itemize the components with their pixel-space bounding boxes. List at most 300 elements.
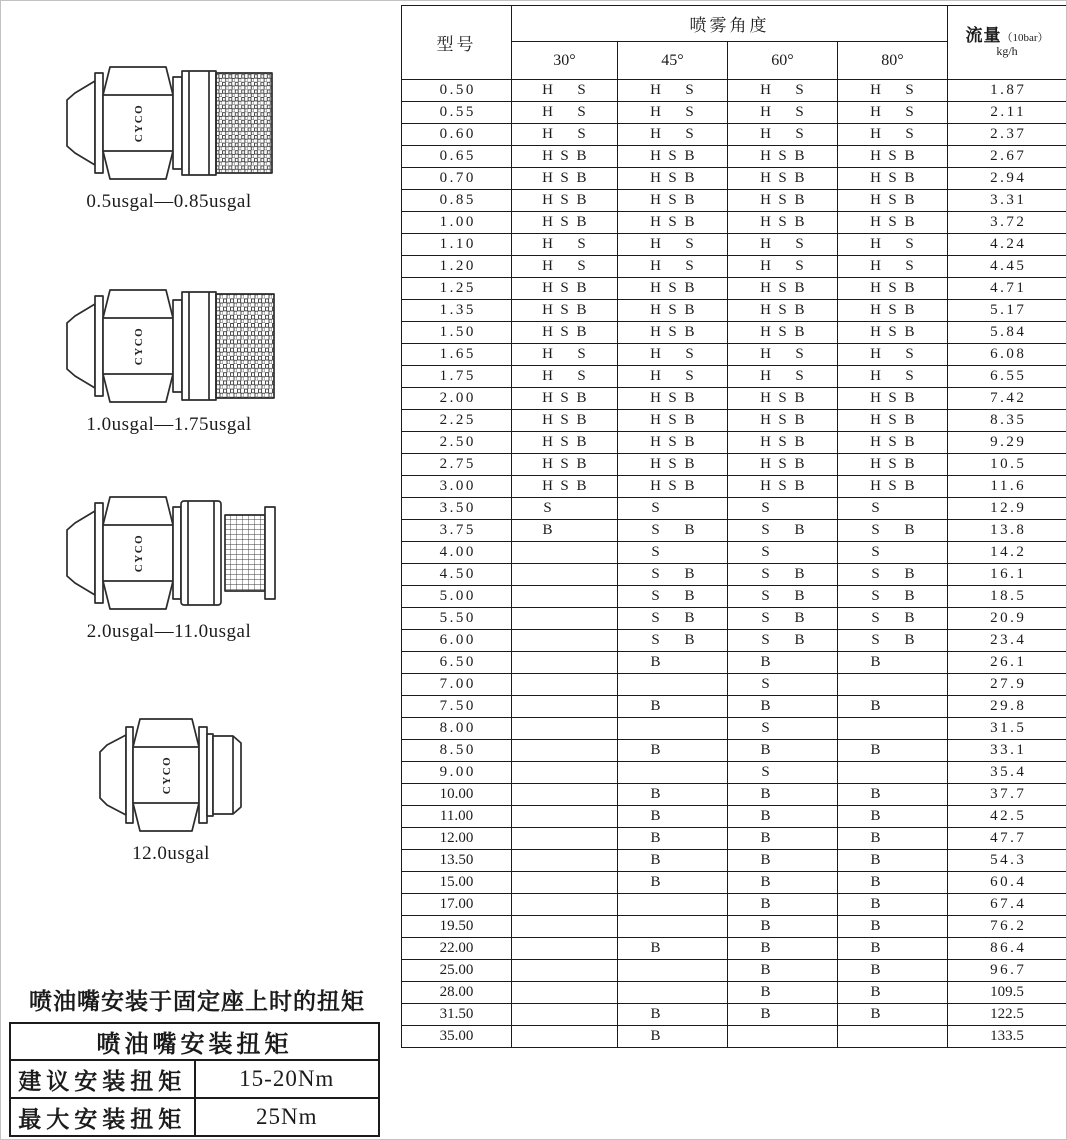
table-row	[402, 344, 1067, 366]
angle-cell	[512, 784, 618, 806]
angle-cell: H S B	[838, 300, 948, 322]
angle-cell: B	[728, 872, 838, 894]
model-cell: 35.00	[402, 1026, 512, 1048]
figure-caption: 1.0usgal—1.75usgal	[86, 414, 252, 435]
filter-mesh	[216, 294, 274, 398]
table-row	[10, 1060, 379, 1098]
angle-cell	[512, 608, 618, 630]
angle-cell: S B	[728, 586, 838, 608]
angle-cell: B	[618, 740, 728, 762]
cone-tip	[67, 81, 95, 165]
angle-cell: H S B	[728, 388, 838, 410]
model-cell: 9.00	[402, 762, 512, 784]
angle-cell: H S B	[728, 146, 838, 168]
angle-cell: H S B	[512, 322, 618, 344]
flow-cell: 47.7	[948, 828, 1067, 850]
angle-cell: B	[838, 784, 948, 806]
table-row	[402, 564, 1067, 586]
table-row	[402, 322, 1067, 344]
table-row	[402, 190, 1067, 212]
angle-cell: H S B	[838, 190, 948, 212]
angle-cell: H S	[838, 256, 948, 278]
angle-cell: B	[728, 938, 838, 960]
model-cell: 0.50	[402, 80, 512, 102]
flow-cell: 76.2	[948, 916, 1067, 938]
figure-caption: 12.0usgal	[132, 843, 210, 864]
angle-cell	[512, 542, 618, 564]
flow-cell: 2.37	[948, 124, 1067, 146]
angle-cell: H S B	[728, 454, 838, 476]
angle-cell	[512, 982, 618, 1004]
angle-cell: H S B	[512, 278, 618, 300]
washer	[173, 300, 182, 392]
header-angle-60: 60°	[728, 42, 838, 80]
table-row	[402, 542, 1067, 564]
angle-cell: H S B	[618, 432, 728, 454]
cyco-brand-text: CYCO	[133, 533, 145, 573]
angle-cell: H S B	[728, 190, 838, 212]
angle-cell: H S	[618, 102, 728, 124]
model-cell: 11.00	[402, 806, 512, 828]
angle-cell: H S B	[728, 278, 838, 300]
angle-cell: S	[838, 542, 948, 564]
table-row	[402, 630, 1067, 652]
angle-cell: H S	[512, 102, 618, 124]
flow-cell: 20.9	[948, 608, 1067, 630]
angle-cell: S	[728, 762, 838, 784]
flow-cell: 12.9	[948, 498, 1067, 520]
angle-cell: H S B	[512, 168, 618, 190]
angle-cell	[838, 718, 948, 740]
model-cell: 1.20	[402, 256, 512, 278]
angle-cell: B	[728, 1004, 838, 1026]
angle-cell: H S B	[838, 410, 948, 432]
angle-cell	[512, 960, 618, 982]
angle-cell: B	[618, 652, 728, 674]
angle-cell: H S B	[618, 410, 728, 432]
torque-label: 最大安装扭矩	[10, 1098, 195, 1136]
angle-cell: S	[728, 542, 838, 564]
header-angle-45: 45°	[618, 42, 728, 80]
table-row	[402, 1026, 1067, 1048]
angle-cell: S B	[838, 608, 948, 630]
angle-cell: H S B	[618, 146, 728, 168]
angle-cell	[838, 762, 948, 784]
model-cell: 2.25	[402, 410, 512, 432]
angle-cell: H S	[728, 256, 838, 278]
table-row	[402, 234, 1067, 256]
model-cell: 5.00	[402, 586, 512, 608]
flow-cell: 6.55	[948, 366, 1067, 388]
flow-cell: 27.9	[948, 674, 1067, 696]
angle-cell: B	[838, 894, 948, 916]
angle-cell	[512, 674, 618, 696]
table-row	[402, 146, 1067, 168]
table-row	[402, 696, 1067, 718]
angle-cell: H S B	[512, 300, 618, 322]
angle-cell	[512, 938, 618, 960]
angle-cell: S B	[838, 630, 948, 652]
header-angle-30: 30°	[512, 42, 618, 80]
model-cell: 0.55	[402, 102, 512, 124]
flow-cell: 14.2	[948, 542, 1067, 564]
flow-cell: 31.5	[948, 718, 1067, 740]
angle-cell: H S	[838, 234, 948, 256]
cylinder	[182, 292, 216, 400]
washer	[173, 507, 181, 599]
flow-cell: 122.5	[948, 1004, 1067, 1026]
model-cell: 3.50	[402, 498, 512, 520]
angle-cell	[618, 674, 728, 696]
angle-cell: H S B	[618, 300, 728, 322]
angle-cell	[512, 586, 618, 608]
angle-cell: B	[728, 806, 838, 828]
header-flow-main: 流量	[965, 25, 1002, 45]
angle-cell: H S B	[618, 278, 728, 300]
flow-cell: 16.1	[948, 564, 1067, 586]
angle-cell	[618, 960, 728, 982]
angle-cell: B	[728, 960, 838, 982]
angle-cell: S	[728, 718, 838, 740]
model-cell: 10.00	[402, 784, 512, 806]
angle-cell: S B	[728, 608, 838, 630]
collar	[95, 296, 103, 396]
table-row	[402, 652, 1067, 674]
collar	[95, 503, 103, 603]
flow-cell: 11.6	[948, 476, 1067, 498]
angle-cell	[512, 718, 618, 740]
table-row	[402, 960, 1067, 982]
angle-cell: H S	[512, 80, 618, 102]
angle-cell: B	[728, 828, 838, 850]
flow-cell: 26.1	[948, 652, 1067, 674]
angle-cell	[512, 806, 618, 828]
model-cell: 2.00	[402, 388, 512, 410]
angle-cell	[838, 674, 948, 696]
model-cell: 4.50	[402, 564, 512, 586]
angle-cell: B	[618, 938, 728, 960]
angle-cell: H S	[838, 80, 948, 102]
angle-cell	[512, 564, 618, 586]
flow-cell: 10.5	[948, 454, 1067, 476]
angle-cell: S B	[728, 630, 838, 652]
nozzle-figure-4	[96, 711, 246, 865]
angle-cell: H S B	[728, 432, 838, 454]
angle-cell: H S	[838, 124, 948, 146]
model-cell: 12.00	[402, 828, 512, 850]
header-flow-unit: kg/h	[996, 44, 1018, 59]
flow-cell: 33.1	[948, 740, 1067, 762]
angle-cell: H S	[728, 102, 838, 124]
angle-cell: B	[838, 982, 948, 1004]
figure-caption: 2.0usgal—11.0usgal	[86, 621, 252, 642]
table-row	[402, 410, 1067, 432]
flow-cell: 13.8	[948, 520, 1067, 542]
flow-cell: 42.5	[948, 806, 1067, 828]
flow-cell: 4.45	[948, 256, 1067, 278]
model-cell: 22.00	[402, 938, 512, 960]
nozzle-drawing	[96, 711, 246, 839]
table-row	[402, 102, 1067, 124]
flow-cell: 3.72	[948, 212, 1067, 234]
angle-cell: H S B	[618, 322, 728, 344]
flow-cell: 3.31	[948, 190, 1067, 212]
flow-cell: 4.71	[948, 278, 1067, 300]
angle-cell: H S B	[618, 388, 728, 410]
torque-title: 喷油嘴安装于固定座上时的扭矩	[29, 989, 365, 1014]
angle-cell: S	[728, 498, 838, 520]
angle-cell	[512, 652, 618, 674]
model-cell: 13.50	[402, 850, 512, 872]
flow-cell: 2.67	[948, 146, 1067, 168]
model-cell: 7.50	[402, 696, 512, 718]
torque-value: 15-20Nm	[195, 1060, 380, 1098]
table-row	[402, 718, 1067, 740]
angle-cell: H S B	[838, 388, 948, 410]
model-cell: 19.50	[402, 916, 512, 938]
header-spray-angle: 喷雾角度	[512, 6, 948, 42]
angle-cell: H S B	[728, 212, 838, 234]
angle-cell	[512, 872, 618, 894]
header-model: 型号	[402, 6, 512, 80]
flow-cell: 5.84	[948, 322, 1067, 344]
table-row	[402, 124, 1067, 146]
table-row	[402, 828, 1067, 850]
model-cell: 1.10	[402, 234, 512, 256]
angle-cell: H S	[618, 344, 728, 366]
angle-cell: S B	[618, 520, 728, 542]
table-row	[402, 212, 1067, 234]
angle-cell	[618, 916, 728, 938]
angle-cell: B	[838, 652, 948, 674]
angle-cell: H S B	[618, 476, 728, 498]
cyco-brand-text: CYCO	[133, 103, 145, 143]
flow-cell: 35.4	[948, 762, 1067, 784]
angle-cell: S	[728, 674, 838, 696]
angle-cell: B	[728, 652, 838, 674]
cyco-brand-text: CYCO	[161, 755, 173, 795]
model-cell: 3.00	[402, 476, 512, 498]
table-row	[10, 1023, 379, 1060]
angle-cell: H S B	[618, 454, 728, 476]
flow-cell: 1.87	[948, 80, 1067, 102]
model-cell: 0.65	[402, 146, 512, 168]
header-flow-paren: （10bar）	[1001, 31, 1049, 44]
angle-cell: H S B	[838, 322, 948, 344]
angle-cell: B	[728, 784, 838, 806]
angle-cell: B	[618, 828, 728, 850]
table-row	[402, 872, 1067, 894]
angle-cell: H S	[618, 234, 728, 256]
flow-cell: 109.5	[948, 982, 1067, 1004]
angle-cell: B	[728, 740, 838, 762]
flow-cell: 133.5	[948, 1026, 1067, 1048]
table-row	[402, 674, 1067, 696]
angle-cell: H S	[728, 80, 838, 102]
model-cell: 4.00	[402, 542, 512, 564]
angle-cell: B	[618, 1004, 728, 1026]
washer	[173, 77, 182, 169]
header-flow	[948, 6, 1067, 80]
table-row	[402, 454, 1067, 476]
angle-cell: H S B	[728, 168, 838, 190]
cylinder	[182, 71, 216, 175]
angle-cell: B	[838, 806, 948, 828]
angle-cell: H S B	[512, 432, 618, 454]
angle-cell: H S	[618, 256, 728, 278]
angle-cell: H S B	[512, 476, 618, 498]
angle-cell: H S B	[838, 168, 948, 190]
angle-cell: B	[618, 1026, 728, 1048]
angle-cell: B	[838, 850, 948, 872]
model-cell: 1.00	[402, 212, 512, 234]
cylinder	[181, 501, 221, 605]
cone-tip	[100, 735, 126, 815]
angle-cell: B	[838, 872, 948, 894]
model-cell: 31.50	[402, 1004, 512, 1026]
angle-cell: B	[838, 960, 948, 982]
angle-cell: S B	[728, 564, 838, 586]
model-cell: 2.75	[402, 454, 512, 476]
angle-cell: H S B	[728, 322, 838, 344]
flow-cell: 2.94	[948, 168, 1067, 190]
model-cell: 3.75	[402, 520, 512, 542]
angle-cell	[512, 894, 618, 916]
flow-cell: 29.8	[948, 696, 1067, 718]
angle-cell	[512, 1026, 618, 1048]
angle-cell: H S B	[618, 168, 728, 190]
angle-cell: B	[618, 784, 728, 806]
angle-cell: B	[728, 982, 838, 1004]
angle-cell	[512, 696, 618, 718]
cyco-brand-text: CYCO	[133, 326, 145, 366]
angle-cell: H S B	[838, 432, 948, 454]
angle-cell: H S B	[728, 300, 838, 322]
angle-cell: H S	[512, 256, 618, 278]
table-row	[402, 608, 1067, 630]
figure-caption: 0.5usgal—0.85usgal	[86, 191, 252, 212]
nozzle-drawing	[62, 489, 276, 617]
angle-cell: B	[838, 696, 948, 718]
angle-cell: B	[618, 806, 728, 828]
angle-cell	[512, 762, 618, 784]
angle-cell: B	[838, 916, 948, 938]
angle-cell: B	[618, 872, 728, 894]
table-row	[402, 278, 1067, 300]
angle-cell: H S B	[838, 454, 948, 476]
angle-cell: B	[838, 938, 948, 960]
angle-cell: S B	[618, 586, 728, 608]
torque-value: 25Nm	[195, 1098, 380, 1136]
table-row	[402, 850, 1067, 872]
angle-cell: H S	[512, 344, 618, 366]
model-cell: 1.25	[402, 278, 512, 300]
model-cell: 0.85	[402, 190, 512, 212]
torque-table	[9, 1022, 380, 1137]
nozzle-figure-3	[59, 489, 279, 643]
angle-cell: H S	[838, 344, 948, 366]
angle-cell: H S	[512, 124, 618, 146]
flow-cell: 96.7	[948, 960, 1067, 982]
table-row	[402, 982, 1067, 1004]
thread-plug	[213, 736, 241, 814]
nozzle-figure-1	[59, 59, 279, 213]
angle-cell: B	[728, 696, 838, 718]
angle-cell: H S B	[512, 410, 618, 432]
angle-cell: B	[618, 850, 728, 872]
angle-cell: B	[618, 696, 728, 718]
angle-cell: B	[512, 520, 618, 542]
table-row	[402, 1004, 1067, 1026]
collar	[95, 73, 103, 173]
flow-cell: 2.11	[948, 102, 1067, 124]
filter-mesh	[225, 515, 265, 591]
table-row	[402, 762, 1067, 784]
model-cell: 8.50	[402, 740, 512, 762]
flow-cell: 9.29	[948, 432, 1067, 454]
table-row	[402, 80, 1067, 102]
table-row	[402, 256, 1067, 278]
angle-cell: H S B	[838, 476, 948, 498]
step	[207, 734, 213, 816]
angle-cell: H S B	[838, 212, 948, 234]
angle-cell: H S B	[512, 454, 618, 476]
angle-cell: S B	[838, 586, 948, 608]
flow-cell: 23.4	[948, 630, 1067, 652]
angle-cell	[512, 630, 618, 652]
angle-cell: H S B	[838, 146, 948, 168]
header-angle-80: 80°	[838, 42, 948, 80]
angle-cell: H S B	[618, 212, 728, 234]
angle-cell	[512, 850, 618, 872]
angle-cell	[512, 740, 618, 762]
table-row	[402, 366, 1067, 388]
model-cell: 2.50	[402, 432, 512, 454]
table-row	[402, 740, 1067, 762]
angle-cell: S	[618, 498, 728, 520]
model-cell: 17.00	[402, 894, 512, 916]
angle-cell: B	[728, 916, 838, 938]
angle-cell	[512, 916, 618, 938]
angle-cell: B	[838, 828, 948, 850]
torque-label: 建议安装扭矩	[10, 1060, 195, 1098]
filter-mesh	[216, 73, 272, 173]
angle-cell: H S	[728, 366, 838, 388]
angle-cell: H S	[618, 80, 728, 102]
angle-cell: S B	[728, 520, 838, 542]
angle-cell: B	[728, 894, 838, 916]
table-row	[402, 894, 1067, 916]
cone-tip	[67, 304, 95, 388]
angle-cell	[618, 762, 728, 784]
cone-tip	[67, 511, 95, 595]
model-cell: 0.60	[402, 124, 512, 146]
angle-cell: H S	[728, 124, 838, 146]
table-header-row	[402, 6, 1067, 42]
angle-cell: H S B	[728, 410, 838, 432]
table-row	[402, 388, 1067, 410]
flow-cell: 54.3	[948, 850, 1067, 872]
model-cell: 6.00	[402, 630, 512, 652]
washer	[199, 727, 207, 823]
angle-cell: S B	[618, 608, 728, 630]
angle-cell	[838, 1026, 948, 1048]
angle-cell: B	[838, 1004, 948, 1026]
angle-cell: B	[728, 850, 838, 872]
flow-cell: 7.42	[948, 388, 1067, 410]
angle-cell: H S B	[512, 190, 618, 212]
model-cell: 1.75	[402, 366, 512, 388]
